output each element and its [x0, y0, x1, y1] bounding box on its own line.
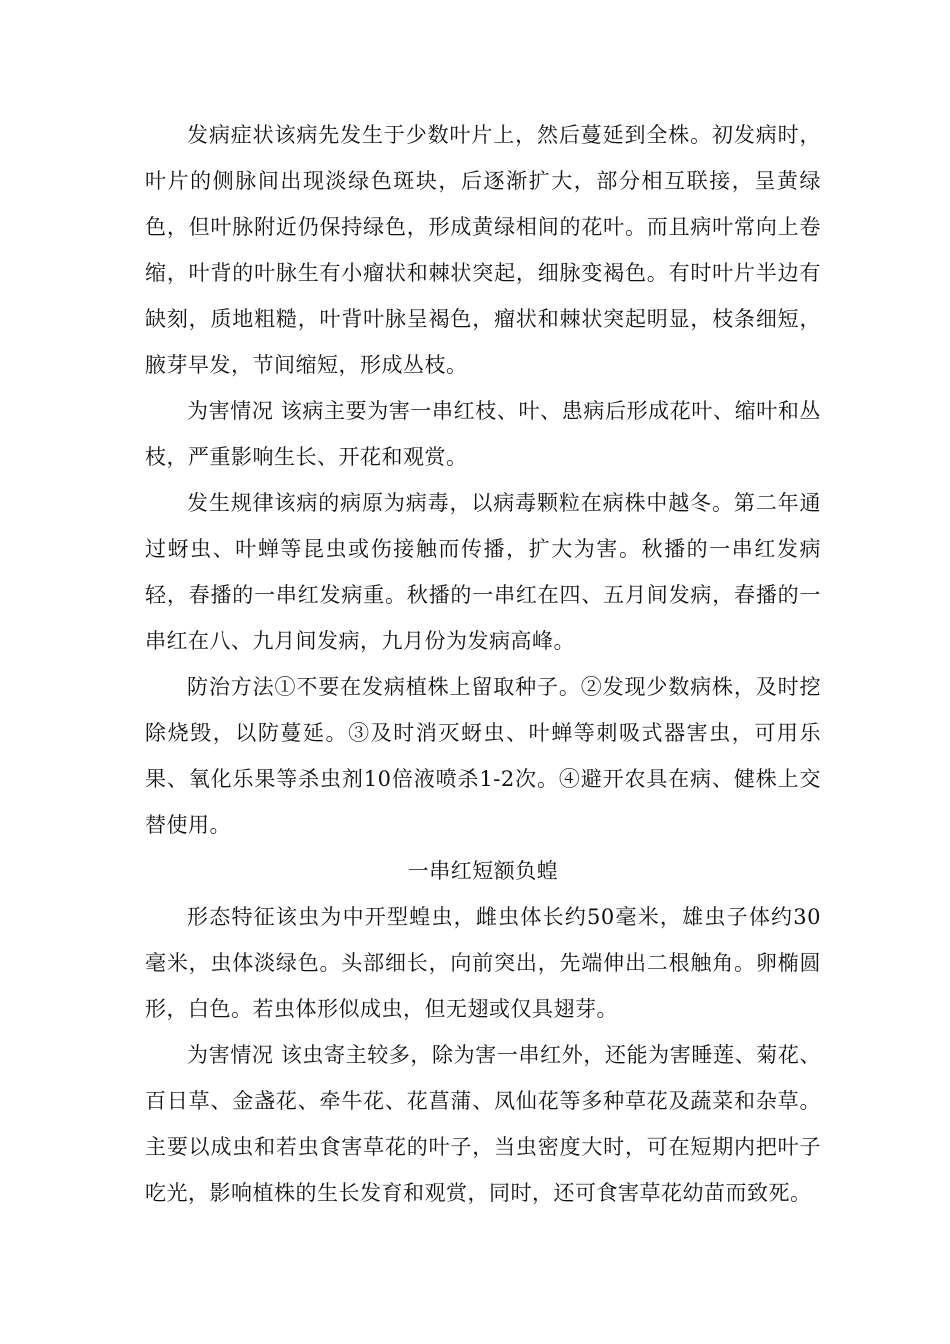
paragraph-pest-damage: 为害情况 该虫寄主较多，除为害一串红外，还能为害睡莲、菊花、百日草、金盏花、牵牛花、花菖蒲、凤仙花等多种草花及蔬菜和杂草。主要以成虫和若虫食害草花的叶子，当虫密度大时，可在短期内把叶子吃光，影响植株的生长发育和观赏，同时，还可食害草花幼苗而致死。: [145, 1043, 821, 1205]
paragraph-damage: 为害情况 该病主要为害一串红枝、叶、患病后形成花叶、缩叶和丛枝，严重影响生长、开花和观赏。: [145, 399, 821, 469]
paragraph-morphology: 形态特征该虫为中开型蝗虫，雌虫体长约50毫米，雄虫子体约30毫米，虫体淡绿色。头部细长，向前突出，先端伸出二根触角。卵椭圆形，白色。若虫体形似成虫，但无翅或仅具翅芽。: [145, 905, 821, 1021]
section-heading: 一串红短额负蝗: [407, 859, 559, 883]
paragraph-symptoms: 发病症状该病先发生于少数叶片上，然后蔓延到全株。初发病时，叶片的侧脉间出现淡绿色斑块，后逐渐扩大，部分相互联接，呈黄绿色，但叶脉附近仍保持绿色，形成黄绿相间的花叶。而且病叶常向上卷缩，叶背的叶脉生有小瘤状和棘状突起，细脉变褐色。有时叶片半边有缺刻，质地粗糙，叶背叶脉呈褐色，瘤状和棘状突起明显，枝条细短，腋芽早发，节间缩短，形成丛枝。: [145, 123, 821, 377]
paragraph-control: 防治方法①不要在发病植株上留取种子。②发现少数病株，及时挖除烧毁，以防蔓延。③及时消灭蚜虫、叶蝉等刺吸式器害虫，可用乐果、氧化乐果等杀虫剂10倍液喷杀1-2次。④避开农具在病、健株上交替使用。: [145, 675, 821, 837]
paragraph-occurrence: 发生规律该病的病原为病毒，以病毒颗粒在病株中越冬。第二年通过蚜虫、叶蝉等昆虫或伤接触而传播，扩大为害。秋播的一串红发病轻，春播的一串红发病重。秋播的一串红在四、五月间发病，春播的一串红在八、九月间发病，九月份为发病高峰。: [145, 491, 821, 653]
document-page: [145, 112, 821, 1216]
